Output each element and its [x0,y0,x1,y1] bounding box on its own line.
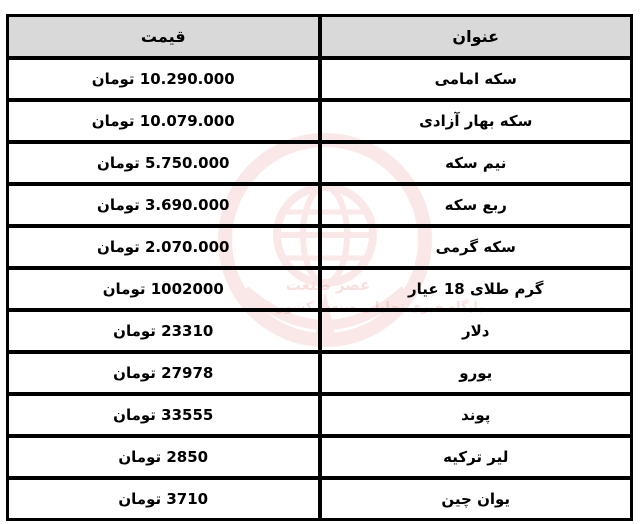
row-price: 23310 تومان [7,310,320,352]
table-row [7,436,632,478]
table-row [7,226,632,268]
table-row [7,478,632,520]
row-title: سکه امامی [320,58,633,100]
row-title: پوند [320,394,633,436]
table-row [7,268,632,310]
watermark-subtitle: پایگاه خبری تحلیلی صنعت کشور [276,300,484,315]
row-title: ربع سکه [320,184,633,226]
table-row [7,142,632,184]
price-table [6,14,633,521]
row-price: 3710 تومان [7,478,320,520]
table-row [7,394,632,436]
watermark-title: عصر صنعت [285,276,371,294]
row-price: 10.079.000 تومان [7,100,320,142]
row-price: 2.070.000 تومان [7,226,320,268]
row-price: 2850 تومان [7,436,320,478]
table-row [7,58,632,100]
header-price: قیمت [7,15,320,58]
header-title: عنوان [320,15,633,58]
row-title: نیم سکه [320,142,633,184]
table-row [7,310,632,352]
row-price: 33555 تومان [7,394,320,436]
row-title: لیر ترکیه [320,436,633,478]
table-header-row [7,15,632,58]
row-title: یورو [320,352,633,394]
row-price: 3.690.000 تومان [7,184,320,226]
table-row [7,184,632,226]
row-price: 1002000 تومان [7,268,320,310]
table-row [7,100,632,142]
row-price: 27978 تومان [7,352,320,394]
row-title: سکه گرمی [320,226,633,268]
table-row [7,352,632,394]
row-title: سکه بهار آزادی [320,100,633,142]
row-title: گرم طلای 18 عیار [320,268,633,310]
row-title: دلار [320,310,633,352]
row-price: 10.290.000 تومان [7,58,320,100]
row-title: یوان چین [320,478,633,520]
row-price: 5.750.000 تومان [7,142,320,184]
